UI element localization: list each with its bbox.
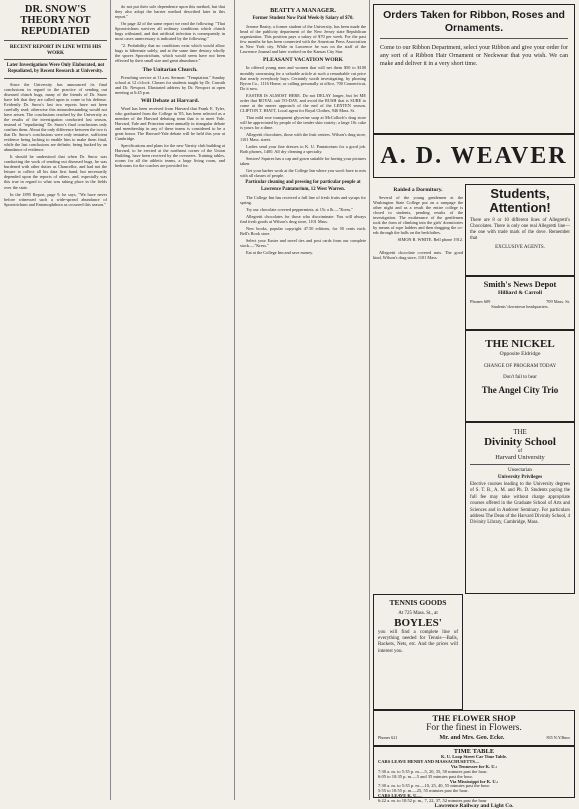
tt-row: 5:55 to 10:55 p. m.—25, 55 minutes past the hour. — [378, 788, 469, 794]
article-paragraph: do not put their sole dependence upon this method, but that they also adopt the barrier method described later in this report." — [115, 4, 225, 20]
article-paragraph: In the 1895 Report, page 9, he says, "We have never before witnessed such a wide-spread abundance of Sporotrichum and Entomophthora as occurred this season." — [4, 191, 107, 207]
ad-body: Come to our Ribbon Department, select your Ribbon and give your order for any sort of a Ribbon Hair Ornament or Neckwear that you wish. We can make and deliver it in a very short time. — [380, 45, 568, 67]
ad-contact — [378, 734, 570, 741]
section-heading: Particular cleaning and pressing for particular people at Lawrence Pantatorium, 12 West Warren. — [245, 180, 361, 192]
ad-title: Smith's News Depot — [483, 279, 557, 289]
article-paragraph: "2. Probability that no conditions exist which would allow bugs to hibernate safely, and at the same time destroy wholly the spores Sporotrichum, which would seem have not been effected by their small size and great abundance." — [115, 43, 225, 64]
divider — [4, 78, 107, 79]
article-paragraph: Try our chocolate covered peppermints, at 15c a lb.—"Kress." — [246, 206, 354, 212]
nickel-ad — [465, 330, 575, 422]
dormitory-article — [373, 184, 463, 594]
ad-body: There are 8 or 10 different lines of Allegretti's Chocolates. There is only one real Allegretti line—the one with trade mark of the dove. Remember that — [470, 218, 570, 241]
article-paragraph: Eat at the College Inn and save money. — [246, 250, 314, 256]
divider — [4, 40, 107, 41]
ad-footer: Lawrence Railway and Light Co. — [434, 803, 514, 809]
ad-title: Orders Taken for Ribbon, Roses and Ornaments. — [383, 9, 565, 34]
phone-number: 835 N.Y.Bnos — [546, 735, 570, 740]
ad-title: Divinity School — [484, 436, 556, 448]
tt-row: 6:22 a. m. to 10:52 p. m., 7, 22, 37, 52 minutes past the hour — [378, 798, 487, 804]
ad-title: THE NICKEL — [485, 338, 555, 350]
tt-route: Via Mississippi for K. U.: — [449, 778, 499, 784]
article-paragraph: EASTER IS ALMOST HERE. Do not DELAY longer, but let ME order that ROYAL suit TO-DAY, and avoid the RUSH that is SURE to come at the nearer approach of the end of the LENTEN season. CLIFTON T. HIATT, Local agent for Royal Clothes, 946 Mass. St. — [240, 92, 366, 113]
ad-subtitle: BOYLES' — [394, 617, 442, 629]
time-table-ad — [373, 746, 575, 809]
ad-title: THE FLOWER SHOP — [432, 713, 516, 723]
subheadline: RECENT REPORT IN LINE WITH HIS WORK — [9, 44, 102, 57]
article-paragraph: Allegretti chocolate covered nuts. The good kind, Wilson's drug store, 1101 Mass. — [373, 250, 463, 261]
section-heading: The Unitarian Church. — [142, 66, 198, 73]
weaver-ad — [373, 134, 575, 178]
divinity-ad — [465, 422, 575, 594]
subheadline: Former Student Now Paid Week-ly Salary of $70. — [252, 16, 354, 21]
article-paragraph: Get your barber work at the College Inn where you won't have to mix with all classes of people. — [240, 168, 366, 179]
article-paragraph: Allegretti chocolates, those with the fruit centers. Wilson's drug store, 1101 Mass. street. — [240, 132, 366, 143]
article-paragraph: Select your Easter and novel ties and post cards from our complete stock.—"Kress." — [240, 238, 366, 249]
address: 709 Mass. St. — [546, 299, 570, 304]
ad-title: The Angel City Trio — [481, 385, 559, 395]
column-1 — [4, 4, 107, 796]
tt-heading: CARS LEAVE HENRY AND MASSACHUSETTS— — [378, 758, 480, 764]
ad-footer: EXCLUSIVE AGENTS. — [495, 245, 545, 250]
article-paragraph: Specifications and plans for the new Varsity club building at Harvard, to be erected at the northeast corner of the Union Building, have been received by the overseers. Training tables, rooms for all the athletic teams, a large living room, and bedrooms for the coaches are provided for. — [115, 143, 225, 169]
phone-number: Phones 609 — [470, 299, 491, 304]
section-heading: Will Debate at Harvard. — [140, 97, 199, 104]
column-rule — [234, 0, 235, 800]
ad-subtitle: Hilliard & Carroll — [497, 290, 543, 296]
column-rule — [369, 0, 370, 800]
article-paragraph: The College Inn has received a full line of fresh fruits and syrups for spring. — [240, 194, 366, 205]
article-paragraph: Word has been received from Harvard that Frank E. Tyler, who graduated from the College in '05, has been selected as a member of the Harvard debating team that is to meet Yale. Harvard, Yale and Princeton meet annually in triangular debate and membership in any of these teams is considered to be a great honor. The Harvard-Yale debate will be held this year at Cambridge. — [115, 105, 225, 141]
ad-subtitle: Harvard University — [495, 454, 545, 461]
article-paragraph: It should be understood that when Dr. Snow was conducting the work of sending out diseased bugs, he was burdened with other duties as Chancellor, and had not the leisure to collect all his data first hand, but necessarily depended upon the reports of others, and, especially was this true in regard to what was taking place in the fields over the state. — [4, 154, 107, 190]
tt-route: Via Tennessee for K. U.: — [450, 763, 498, 769]
ad-body: Elective courses leading to the University degrees of S. T. B., A. M. and Ph. D. Students paying the full fee may take without charge appropriate courses offered in the Graduate School of Arts and Sciences and in Andover Seminary. For particulars address The Dean of the Harvard Divinity School, 4 Divinity Library, Cambridge, Mass. — [470, 482, 570, 526]
ad-title: TIME TABLE — [453, 748, 495, 755]
ad-subtitle: For the finest in Flowers. — [426, 723, 522, 733]
ad-title: TENNIS GOODS — [389, 598, 447, 607]
flower-shop-ad — [373, 710, 575, 746]
article-paragraph: Several of the young gentlemen at the Washington State College put on a rampage the other night and as a result the entire college is closed to students, pending results of the investigation. The exuberance of the gentlemen took the form of climbing into the girls' dormitories by means of rope ladders and then dragging the co-eds through the halls on the bedclothes. — [373, 195, 463, 236]
tt-row: 6:05 to 10:35 p. m.—5 and 35 minutes past the hour. — [378, 773, 473, 779]
tt-heading: CARS LEAVE K. U.— — [378, 793, 423, 799]
ad-body: CHANGE OF PROGRAM TODAY — [483, 364, 557, 369]
article-paragraph: That mild rose transparent glycerine soap at McColloch's drug store will be appreciated by people of the tender skin variety; a large 10c cake is yours for a dime. — [240, 114, 366, 130]
divider — [470, 464, 570, 465]
phone-number: Phones 621 — [378, 735, 398, 740]
address: At 725 Mass. St., at — [398, 611, 438, 616]
ad-heading: University Privileges — [497, 475, 543, 480]
section-heading: BEATTY A MANAGER. — [270, 7, 336, 14]
proprietors: Mr. and Mrs. Geo. Ecke. — [439, 734, 505, 741]
ad-body: Don't fail to hear — [503, 375, 537, 380]
article-paragraph: In offered young men and women that will net them $50 to $100 monthly canvassing for a valuable article at such a remarkable cut price that nearly everybody buys. Certainly worth investigating, by phoning Byron Co., 1116 Home, or calling personally at office, 700 Connecticut, Do it now. — [240, 65, 366, 91]
divider — [4, 59, 107, 60]
ad-heading: THE — [513, 428, 527, 436]
ribbon-ad — [373, 4, 575, 134]
ad-title: A. D. WEAVER — [380, 143, 568, 169]
section-heading: PLEASANT VACATION WORK — [263, 57, 343, 64]
section-heading: Raided a Dormitory. — [393, 187, 443, 193]
article-paragraph: On page 42 of the same report we read the following: "That Sporotrichum survives all ordinary conditions which chinch bugs withstand, and that artificial infection is consequently in most cases unnecessary is indicated by the following:" — [115, 21, 225, 42]
tt-row: 7:30 a. m. to 5:35 p. m.—10, 25, 40, 55 minutes past the hour. — [378, 783, 490, 789]
smith-news-ad — [465, 276, 575, 330]
article-paragraph: Since the University has announced its final conclusions in regard to the practice of sending out diseased chinch bugs, many of the friends of Dr. Snow have felt that they are called upon to come to his defense. Evidently Dr. Snow's last two reports have not been carefully read; otherwise this misunderstanding would not have arisen. The conclusions reached by the University as the results of the investigation conducted last season, instead of "repudiating" Dr. Snow's final conclusions only confirm them. About the only difference between the two is that Dr. Snow's conclusions were only tentative, sufficient evidence being lacking to enable him to make them final, while the last conclusions are definite, being backed by an abundance of evidence. — [4, 81, 107, 153]
ad-footer: Students' downtown headquarters. — [491, 304, 549, 309]
divider — [380, 38, 568, 39]
ad-subtitle: Opposite Eldridge — [499, 351, 541, 357]
headline: DR. SNOW'S THEORY NOT REPUDIATED — [20, 4, 91, 37]
column-rule — [110, 0, 111, 800]
students-ad — [465, 184, 575, 276]
article-paragraph: Ladies send your fine dresses to K. U. Pantatorium for a good job. Both phones, 1400. All dry cleaning a specialty. — [240, 144, 366, 155]
tt-row: 7:30 a. m. to 5:35 p. m.—5, 20, 35, 50 minutes past the hour. — [378, 768, 488, 774]
ad-heading: of — [517, 449, 523, 454]
article-paragraph: Jerome Beatty, a former student of the University, has been made the head of the publicity department of the New Jersey state Republican organization. This position pays a salary of $70 per week. For the past few months he has been connected with the American Press Association in New York city. While in Lawrence he was on the staff of the Lawrence Journal and later worked on the Kansas City Star. — [240, 24, 366, 55]
column-3 — [240, 4, 366, 796]
ad-body: you will find a complete line of everything needed for Tennis—Balls, Rackets, Nets, etc. And the prices will interest you. — [378, 630, 458, 654]
signature: SIMON R. WHITE. Bell phone 1912. — [397, 237, 463, 243]
blank-space — [465, 594, 575, 710]
article-paragraph: Seniors! Squires has a cap and gown suitable for having your pictures taken. — [240, 156, 366, 167]
article-paragraph: Preaching service at 11 a.m. Sermon: "Temptation." Sunday school at 12 o'clock. Classes for students taught by Dr. Carruth and Dr. Newport. Illustrated address by Dr. Newport at open meeting at 6:45 p.m. — [115, 74, 225, 95]
ad-title: Students, Attention! — [489, 186, 551, 215]
column-2 — [115, 4, 225, 796]
ad-heading: Unsectarian — [508, 468, 532, 473]
article-paragraph: Allegretti chocolates for those who discriminate. You will always find fresh goods at Wilson's drug store, 1101 Mass. — [240, 213, 366, 225]
subheadline: Later Investigations Were Only Elaborated, not Repudiated, by Recent Research at University. — [6, 63, 105, 74]
article-paragraph: New books, popular copyright 47.50 editions, for 50 cents each. Bell's Book store. — [240, 226, 366, 237]
ad-subtitle: K. U. Loop Street Car Time Table. — [440, 754, 508, 759]
tennis-ad — [373, 594, 463, 710]
